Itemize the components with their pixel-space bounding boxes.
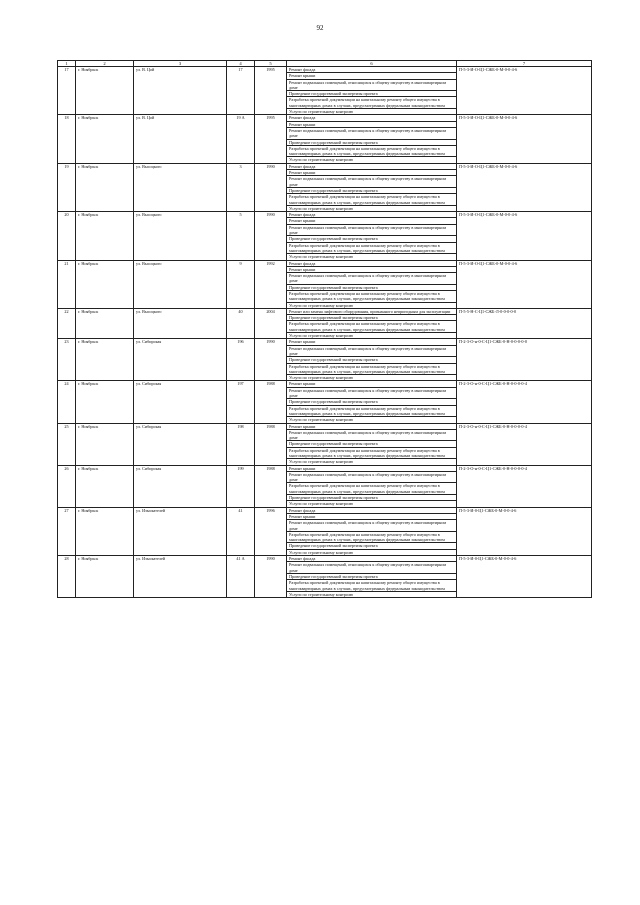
work-type-cell: Услуги по строительному контролю [287,549,457,555]
year-cell: 1990 [255,212,287,260]
row-number: 28 [58,556,76,598]
year-cell: 2004 [255,308,287,338]
city-cell: г. Ноябрьск [76,465,134,507]
table-row [58,308,592,314]
street-cell: ул. Сибирская [134,465,227,507]
work-type-cell: Разработка проектной документации на капитальному ремонту общего имущества в многоквартирных домах в случаях, предусмотренных федеральным законодательством [287,97,457,109]
house-number-cell: 196 [227,339,255,381]
building-code-cell: П-5-3-И-О-Ц1-СЖБ-0-М-0-0-4-6 [457,212,592,260]
work-type-cell: Разработка проектной документации на капитальному ремонту общего имущества в многоквартирных домах в случаях, предусмотренных федеральным законодательством [287,447,457,459]
row-number: 23 [58,339,76,381]
year-cell: 1988 [255,381,287,423]
year-cell: 1990 [255,556,287,598]
city-cell: г. Ноябрьск [76,507,134,555]
work-type-cell: Разработка проектной документации на капитальному ремонту общего имущества в многоквартирных домах в случаях, предусмотренных федеральным законодательством [287,531,457,543]
work-type-cell: Ремонт крыши [287,339,457,345]
row-number: 20 [58,212,76,260]
work-type-cell: Ремонт фасада [287,507,457,513]
house-number-cell: 41 [227,507,255,555]
street-cell: ул. Высоцкого [134,260,227,308]
work-type-cell: Проведение государственной экспертизы проекта [287,573,457,579]
house-number-cell: 41 А [227,556,255,598]
work-type-cell: Ремонт крыши [287,465,457,471]
work-type-cell: Ремонт крыши [287,218,457,224]
work-type-cell: Разработка проектной документации на капитальному ремонту общего имущества в многоквартирных домах в случаях, предусмотренных федеральным законодательством [287,321,457,333]
work-type-cell: Услуги по строительному контролю [287,459,457,465]
page-number: 92 [316,24,324,32]
work-type-cell: Ремонт крыши [287,423,457,429]
work-type-cell: Услуги по строительному контролю [287,375,457,381]
work-type-cell: Проведение государственной экспертизы проекта [287,357,457,363]
house-number-cell: 197 [227,381,255,423]
column-number: 5 [255,61,287,67]
work-type-cell: Ремонт подвальных помещений, относящихся к общему имуществу в многоквартирном доме [287,345,457,357]
house-number-cell: 40 [227,308,255,338]
work-type-cell: Проведение государственной экспертизы проекта [287,236,457,242]
city-cell: г. Ноябрьск [76,556,134,598]
street-cell: ул. В. Цой [134,67,227,115]
city-cell: г. Ноябрьск [76,339,134,381]
house-number-cell: 199 [227,465,255,507]
building-code-cell: П-5-3-И-0-Ц1-СЖБ-0-М-0-0-4-6 [457,556,592,598]
work-type-cell: Разработка проектной документации на капитальному ремонту общего имущества в многоквартирных домах в случаях, предусмотренных федеральным законодательством [287,580,457,592]
city-cell: г. Ноябрьск [76,423,134,465]
work-type-cell: Ремонт крыши [287,513,457,519]
work-type-cell: Ремонт подвальных помещений, относящихся к общему имуществу в многоквартирном доме [287,429,457,441]
work-type-cell: Ремонт подвальных помещений, относящихся к общему имуществу в многоквартирном доме [287,273,457,285]
column-number: 6 [287,61,457,67]
work-type-cell: Ремонт подвальных помещений, относящихся к общему имуществу в многоквартирном доме [287,127,457,139]
street-cell: ул. Высоцкого [134,212,227,260]
work-type-cell: Проведение государственной экспертизы проекта [287,543,457,549]
city-cell: г. Ноябрьск [76,212,134,260]
work-type-cell: Ремонт подвальных помещений, относящихся к общему имуществу в многоквартирном доме [287,176,457,188]
work-type-cell: Проведение государственной экспертизы проекта [287,495,457,501]
city-cell: г. Ноябрьск [76,67,134,115]
work-type-cell: Услуги по строительному контролю [287,109,457,115]
row-number: 26 [58,465,76,507]
work-type-cell: Ремонт крыши [287,121,457,127]
work-type-cell: Разработка проектной документации на капитальному ремонту общего имущества в многоквартирных домах в случаях, предусмотренных федеральным законодательством [287,363,457,375]
city-cell: г. Ноябрьск [76,381,134,423]
work-type-cell: Ремонт крыши [287,73,457,79]
year-cell: 1995 [255,115,287,163]
building-code-cell: П-5-3-И-О-Ц1-СЖБ-0-М-0-0-4-6 [457,115,592,163]
house-number-cell: 9 [227,260,255,308]
house-number-cell: 198 [227,423,255,465]
work-type-cell: Разработка проектной документации на капитальному ремонту общего имущества в многоквартирных домах в случаях, предусмотренных федеральным законодательством [287,242,457,254]
street-cell: ул. Сибирская [134,423,227,465]
work-type-cell: Услуги по строительному контролю [287,254,457,260]
column-number: 7 [457,61,592,67]
city-cell: г. Ноябрьск [76,260,134,308]
work-type-cell: Проведение государственной экспертизы проекта [287,399,457,405]
row-number: 17 [58,67,76,115]
work-type-cell: Ремонт фасада [287,163,457,169]
row-number: 18 [58,115,76,163]
work-type-cell: Разработка проектной документации на капитальному ремонту общего имущества в многоквартирных домах в случаях, предусмотренных федеральным законодательством [287,405,457,417]
building-code-cell: П-5-3-И-О-Ц1-СЖБ-0-М-0-0-4-6 [457,163,592,211]
work-type-cell: Ремонт фасада [287,260,457,266]
street-cell: ул. Изыскателей [134,556,227,598]
work-type-cell: Проведение государственной экспертизы проекта [287,139,457,145]
column-number: 2 [76,61,134,67]
work-type-cell: Проведение государственной экспертизы проекта [287,284,457,290]
work-type-cell: Услуги по строительному контролю [287,333,457,339]
row-number: 27 [58,507,76,555]
work-type-cell: Ремонт подвальных помещений, относящихся к общему имуществу в многоквартирном доме [287,520,457,532]
work-type-cell: Ремонт или замена лифтового оборудования, признанного непригодным для эксплуатации [287,308,457,314]
house-number-cell: 19 А [227,115,255,163]
house-number-cell: 5 [227,212,255,260]
work-type-cell: Разработка проектной документации на капитальному ремонту общего имущества в многоквартирных домах в случаях, предусмотренных федеральным законодательством [287,483,457,495]
building-code-cell: П-2-3-О-н-0-С-Ц1-СЖБ-0-Н-0-0-0-0-4 [457,465,592,507]
work-type-cell: Ремонт подвальных помещений, относящихся к общему имуществу в многоквартирном доме [287,387,457,399]
row-number: 24 [58,381,76,423]
street-cell: ул. Высоцкого [134,308,227,338]
year-cell: 1988 [255,423,287,465]
work-type-cell: Ремонт подвальных помещений, относящихся к общему имуществу в многоквартирном доме [287,471,457,483]
street-cell: ул. Изыскателей [134,507,227,555]
street-cell: ул. В. Цой [134,115,227,163]
work-type-cell: Проведение государственной экспертизы проекта [287,441,457,447]
work-type-cell: Услуги по строительному контролю [287,205,457,211]
work-type-cell: Ремонт подвальных помещений, относящихся к общему имуществу в многоквартирном доме [287,224,457,236]
work-type-cell: Проведение государственной экспертизы проекта [287,91,457,97]
year-cell: 1996 [255,507,287,555]
row-number: 19 [58,163,76,211]
building-code-cell: П-5-3-И-О-Ц1-СЖБ-0-М-0-0-4-6 [457,260,592,308]
city-cell: г. Ноябрьск [76,115,134,163]
work-type-cell: Разработка проектной документации на капитальному ремонту общего имущества в многоквартирных домах в случаях, предусмотренных федеральным законодательством [287,145,457,157]
repair-plan-table [57,60,592,598]
row-number: 25 [58,423,76,465]
street-cell: ул. Высоцкого [134,163,227,211]
year-cell: 1990 [255,163,287,211]
table-body [58,67,592,598]
street-cell: ул. Сибирская [134,339,227,381]
work-type-cell: Ремонт фасада [287,115,457,121]
work-type-cell: Разработка проектной документации на капитальному ремонту общего имущества в многоквартирных домах в случаях, предусмотренных федеральным законодательством [287,194,457,206]
work-type-cell: Ремонт крыши [287,381,457,387]
work-type-cell: Ремонт крыши [287,170,457,176]
building-code-cell: П-5-3-И-0-Ц1-СЖБ-0-М-0-0-4-6 [457,507,592,555]
year-cell: 1992 [255,260,287,308]
work-type-cell: Ремонт крыши [287,266,457,272]
work-type-cell: Услуги по строительному контролю [287,417,457,423]
work-type-cell: Ремонт фасада [287,67,457,73]
house-number-cell: 3 [227,163,255,211]
work-type-cell: Проведение государственной экспертизы проекта [287,187,457,193]
column-number: 1 [58,61,76,67]
work-type-cell: Ремонт подвальных помещений, относящихся к общему имуществу в многоквартирном доме [287,79,457,91]
row-number: 21 [58,260,76,308]
year-cell: 1990 [255,339,287,381]
building-code-cell: П-2-3-О-н-0-С-Ц1-СЖБ-0-Н-0-0-0-0-4 [457,381,592,423]
row-number: 22 [58,308,76,338]
city-cell: г. Ноябрьск [76,308,134,338]
work-type-cell: Услуги по строительному контролю [287,302,457,308]
work-type-cell: Услуги по строительному контролю [287,157,457,163]
year-cell: 1988 [255,465,287,507]
city-cell: г. Ноябрьск [76,163,134,211]
building-code-cell: П-2-3-О-н-0-С-Ц1-СЖБ-0-Н-0-0-0-0-4 [457,423,592,465]
building-code-cell: П-5-3-И-О-Ц1-СЖБ-0-М-0-0-4-6 [457,67,592,115]
house-number-cell: 17 [227,67,255,115]
building-code-cell: П-5-5-Н-С-Ц1-СЖБ-Л-0-0-0-0-0 [457,308,592,338]
column-number: 3 [134,61,227,67]
column-number: 4 [227,61,255,67]
street-cell: ул. Сибирская [134,381,227,423]
work-type-cell: Проведение государственной экспертизы проекта [287,315,457,321]
year-cell: 1995 [255,67,287,115]
work-type-cell: Ремонт фасада [287,212,457,218]
work-type-cell: Разработка проектной документации на капитальному ремонту общего имущества в многоквартирных домах в случаях, предусмотренных федеральным законодательством [287,290,457,302]
work-type-cell: Услуги по строительному контролю [287,501,457,507]
work-type-cell: Ремонт подвальных помещений, относящихся к общему имуществу в многоквартирном доме [287,562,457,574]
work-type-cell: Ремонт фасада [287,556,457,562]
work-type-cell: Услуги по строительному контролю [287,591,457,597]
building-code-cell: П-2-3-О-н-0-С-Ц1-СЖБ-0-Н-0-0-0-0-0 [457,339,592,381]
